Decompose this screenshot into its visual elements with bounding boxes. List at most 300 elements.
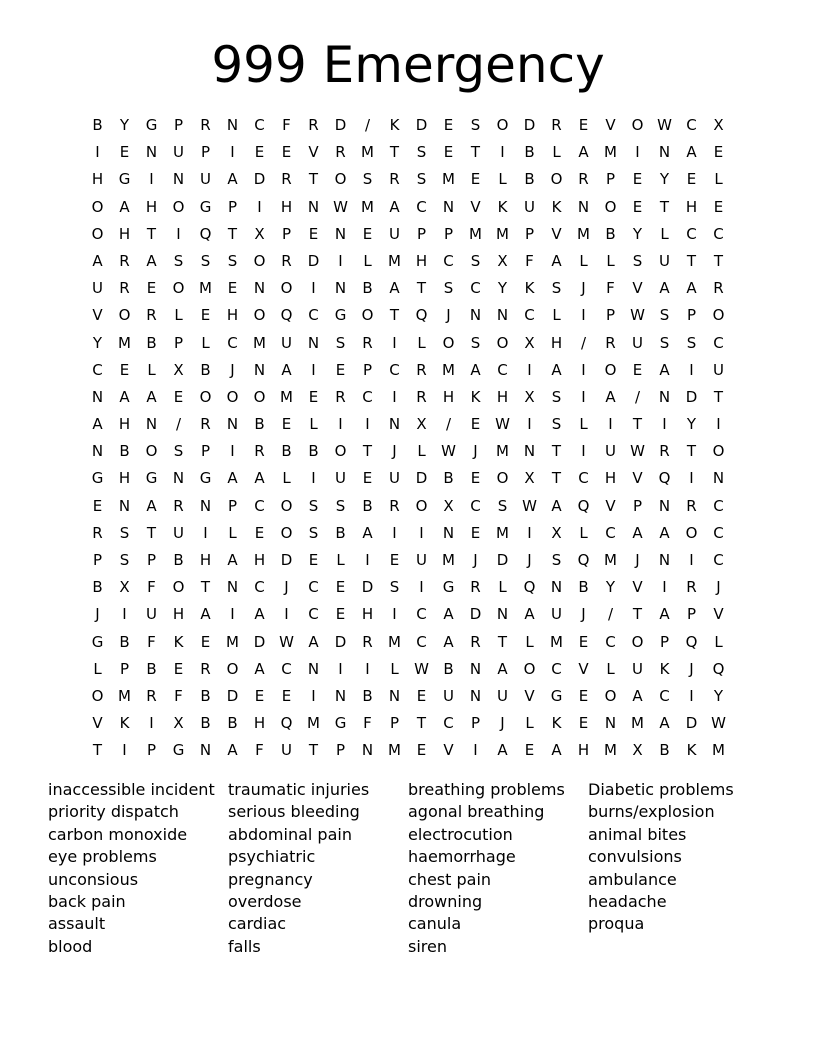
grid-letter[interactable]: T	[389, 306, 400, 325]
grid-letter[interactable]: M	[361, 143, 374, 162]
grid-letter[interactable]: B	[200, 686, 211, 705]
grid-letter[interactable]: L	[714, 170, 723, 189]
grid-letter[interactable]: E	[146, 279, 157, 298]
grid-letter[interactable]: D	[253, 632, 266, 651]
grid-letter[interactable]: U	[659, 251, 670, 270]
grid-letter[interactable]: R	[551, 116, 562, 134]
grid-letter[interactable]: L	[417, 333, 426, 352]
grid-letter[interactable]: N	[658, 496, 671, 515]
grid-letter[interactable]: A	[146, 251, 157, 270]
grid-letter[interactable]: M	[631, 714, 644, 733]
grid-letter[interactable]: N	[361, 741, 374, 760]
grid-letter[interactable]: N	[334, 224, 347, 243]
grid-letter[interactable]: A	[308, 632, 319, 651]
grid-letter[interactable]: N	[469, 306, 482, 325]
grid-letter[interactable]: T	[92, 741, 103, 760]
grid-letter[interactable]: L	[714, 632, 723, 651]
grid-letter[interactable]: Y	[632, 224, 643, 243]
grid-letter[interactable]: P	[443, 224, 454, 243]
grid-letter[interactable]: L	[579, 415, 588, 434]
grid-letter[interactable]: B	[308, 442, 319, 461]
grid-letter[interactable]: P	[389, 714, 400, 733]
grid-letter[interactable]: O	[118, 306, 131, 325]
grid-letter[interactable]: F	[147, 578, 156, 597]
grid-letter[interactable]: U	[416, 551, 427, 569]
grid-letter[interactable]: N	[91, 442, 104, 461]
grid-letter[interactable]: T	[470, 143, 481, 162]
grid-letter[interactable]: M	[280, 387, 293, 406]
grid-letter[interactable]: D	[415, 116, 428, 134]
grid-letter[interactable]: J	[581, 279, 586, 298]
grid-letter[interactable]: T	[686, 442, 697, 461]
grid-letter[interactable]: D	[496, 551, 509, 569]
grid-letter[interactable]: D	[226, 686, 239, 705]
grid-letter[interactable]: I	[419, 578, 424, 597]
grid-letter[interactable]: N	[496, 306, 509, 325]
grid-letter[interactable]: R	[389, 496, 400, 515]
grid-letter[interactable]: O	[712, 306, 725, 325]
grid-letter[interactable]: B	[254, 415, 265, 434]
grid-letter[interactable]: V	[605, 116, 616, 134]
grid-letter[interactable]: E	[308, 387, 319, 406]
grid-letter[interactable]: N	[658, 143, 671, 162]
grid-letter[interactable]: M	[604, 143, 617, 162]
grid-letter[interactable]: U	[200, 170, 211, 189]
grid-letter[interactable]: A	[227, 469, 238, 488]
grid-letter[interactable]: E	[281, 415, 292, 434]
grid-letter[interactable]: B	[200, 714, 211, 733]
grid-letter[interactable]: A	[632, 686, 643, 705]
grid-letter[interactable]: M	[712, 741, 725, 760]
grid-letter[interactable]: V	[308, 143, 319, 162]
grid-letter[interactable]: M	[361, 197, 374, 216]
grid-letter[interactable]: S	[119, 523, 130, 542]
grid-letter[interactable]: W	[495, 415, 510, 434]
grid-letter[interactable]: S	[659, 306, 670, 325]
grid-letter[interactable]: B	[362, 496, 373, 515]
grid-letter[interactable]: N	[577, 197, 590, 216]
grid-letter[interactable]: A	[497, 659, 508, 678]
grid-letter[interactable]: J	[392, 442, 397, 461]
grid-letter[interactable]: I	[338, 251, 343, 270]
grid-letter[interactable]: D	[307, 251, 320, 270]
grid-letter[interactable]: V	[443, 741, 454, 760]
grid-letter[interactable]: L	[174, 306, 183, 325]
grid-letter[interactable]: R	[659, 442, 670, 461]
grid-letter[interactable]: M	[118, 333, 131, 352]
grid-letter[interactable]: C	[497, 360, 508, 379]
grid-letter[interactable]: S	[416, 143, 427, 162]
grid-letter[interactable]: C	[254, 116, 265, 134]
grid-letter[interactable]: P	[173, 333, 184, 352]
grid-letter[interactable]: O	[604, 686, 617, 705]
grid-letter[interactable]: T	[713, 251, 724, 270]
grid-letter[interactable]: L	[336, 551, 345, 569]
grid-letter[interactable]: A	[578, 143, 589, 162]
grid-letter[interactable]: S	[335, 333, 346, 352]
grid-letter[interactable]: Q	[523, 578, 536, 597]
grid-letter[interactable]: O	[550, 170, 563, 189]
grid-letter[interactable]: L	[93, 659, 102, 678]
grid-letter[interactable]: R	[146, 686, 157, 705]
grid-letter[interactable]: J	[446, 306, 451, 325]
grid-letter[interactable]: D	[415, 469, 428, 488]
grid-letter[interactable]: I	[635, 143, 640, 162]
grid-letter[interactable]: C	[389, 360, 400, 379]
grid-letter[interactable]: U	[389, 224, 400, 243]
grid-letter[interactable]: S	[497, 496, 508, 515]
grid-letter[interactable]: V	[632, 578, 643, 597]
grid-letter[interactable]: X	[119, 578, 130, 597]
grid-letter[interactable]: E	[632, 170, 643, 189]
grid-letter[interactable]: P	[92, 551, 103, 569]
grid-letter[interactable]: N	[199, 496, 212, 515]
grid-letter[interactable]: T	[146, 523, 157, 542]
grid-letter[interactable]: G	[442, 578, 455, 597]
grid-letter[interactable]: U	[632, 333, 643, 352]
grid-letter[interactable]: A	[119, 387, 130, 406]
grid-letter[interactable]: T	[416, 714, 427, 733]
grid-letter[interactable]: O	[334, 170, 347, 189]
grid-letter[interactable]: I	[392, 523, 397, 542]
grid-letter[interactable]: V	[713, 605, 724, 624]
grid-letter[interactable]: N	[118, 496, 131, 515]
grid-letter[interactable]: B	[119, 442, 130, 461]
grid-letter[interactable]: M	[577, 224, 590, 243]
grid-letter[interactable]: D	[334, 632, 347, 651]
grid-letter[interactable]: L	[201, 333, 210, 352]
grid-letter[interactable]: N	[496, 605, 509, 624]
grid-letter[interactable]: F	[255, 741, 264, 760]
grid-letter[interactable]: I	[311, 686, 316, 705]
grid-letter[interactable]: V	[605, 496, 616, 515]
grid-letter[interactable]: M	[226, 632, 239, 651]
grid-letter[interactable]: R	[470, 632, 481, 651]
grid-letter[interactable]: L	[309, 415, 318, 434]
grid-letter[interactable]: L	[498, 578, 507, 597]
grid-letter[interactable]: C	[686, 116, 697, 134]
grid-letter[interactable]: C	[605, 632, 616, 651]
grid-letter[interactable]: P	[605, 170, 616, 189]
grid-letter[interactable]: V	[632, 279, 643, 298]
grid-letter[interactable]: G	[172, 741, 185, 760]
grid-letter[interactable]: L	[525, 714, 534, 733]
grid-letter[interactable]: E	[227, 279, 238, 298]
grid-letter[interactable]: N	[253, 279, 266, 298]
grid-letter[interactable]: W	[414, 659, 429, 678]
grid-letter[interactable]: B	[281, 442, 292, 461]
grid-letter[interactable]: I	[149, 714, 154, 733]
grid-letter[interactable]: E	[254, 523, 265, 542]
grid-letter[interactable]: I	[122, 605, 127, 624]
grid-letter[interactable]: X	[524, 387, 535, 406]
grid-letter[interactable]: E	[470, 170, 481, 189]
grid-letter[interactable]: T	[551, 469, 562, 488]
grid-letter[interactable]: O	[415, 496, 428, 515]
grid-letter[interactable]: Q	[280, 714, 293, 733]
grid-letter[interactable]: R	[362, 333, 373, 352]
grid-letter[interactable]: V	[470, 197, 481, 216]
grid-letter[interactable]: I	[527, 523, 532, 542]
grid-letter[interactable]: H	[145, 197, 158, 216]
grid-letter[interactable]: O	[172, 197, 185, 216]
grid-letter[interactable]: G	[145, 469, 158, 488]
grid-letter[interactable]: E	[308, 224, 319, 243]
grid-letter[interactable]: C	[416, 605, 427, 624]
grid-letter[interactable]: T	[551, 442, 562, 461]
grid-letter[interactable]: N	[307, 659, 320, 678]
grid-letter[interactable]: O	[91, 224, 104, 243]
grid-letter[interactable]: R	[200, 415, 211, 434]
grid-letter[interactable]: L	[552, 306, 561, 325]
grid-letter[interactable]: /	[445, 415, 452, 434]
grid-letter[interactable]: K	[173, 632, 184, 651]
grid-letter[interactable]: A	[389, 197, 400, 216]
grid-letter[interactable]: P	[227, 496, 238, 515]
grid-letter[interactable]: K	[524, 279, 535, 298]
grid-letter[interactable]: J	[230, 360, 235, 379]
grid-letter[interactable]: N	[91, 387, 104, 406]
grid-letter[interactable]: C	[92, 360, 103, 379]
grid-letter[interactable]: R	[335, 143, 346, 162]
grid-letter[interactable]: C	[713, 496, 724, 515]
grid-letter[interactable]: P	[362, 360, 373, 379]
grid-letter[interactable]: P	[335, 741, 346, 760]
grid-letter[interactable]: R	[254, 442, 265, 461]
grid-letter[interactable]: N	[658, 551, 671, 569]
grid-letter[interactable]: C	[308, 578, 319, 597]
grid-letter[interactable]: M	[496, 224, 509, 243]
grid-letter[interactable]: N	[307, 333, 320, 352]
grid-letter[interactable]: I	[581, 442, 586, 461]
grid-letter[interactable]: I	[230, 143, 235, 162]
grid-letter[interactable]: M	[307, 714, 320, 733]
grid-letter[interactable]: C	[470, 279, 481, 298]
grid-letter[interactable]: T	[659, 197, 670, 216]
grid-letter[interactable]: K	[497, 197, 508, 216]
grid-letter[interactable]: O	[712, 442, 725, 461]
grid-letter[interactable]: B	[524, 170, 535, 189]
grid-letter[interactable]: B	[605, 224, 616, 243]
grid-letter[interactable]: A	[659, 714, 670, 733]
grid-letter[interactable]: L	[606, 659, 615, 678]
grid-letter[interactable]: E	[443, 143, 454, 162]
grid-letter[interactable]: E	[416, 686, 427, 705]
grid-letter[interactable]: H	[361, 605, 374, 624]
grid-letter[interactable]: S	[227, 251, 238, 270]
grid-letter[interactable]: E	[281, 686, 292, 705]
grid-letter[interactable]: V	[92, 714, 103, 733]
grid-letter[interactable]: E	[632, 360, 643, 379]
grid-letter[interactable]: L	[228, 523, 237, 542]
grid-letter[interactable]: A	[551, 496, 562, 515]
grid-letter[interactable]: E	[254, 686, 265, 705]
grid-letter[interactable]: O	[604, 197, 617, 216]
grid-letter[interactable]: K	[551, 714, 562, 733]
grid-letter[interactable]: V	[578, 659, 589, 678]
grid-letter[interactable]: C	[308, 306, 319, 325]
grid-letter[interactable]: U	[335, 469, 346, 488]
grid-letter[interactable]: H	[604, 469, 617, 488]
grid-letter[interactable]: A	[659, 523, 670, 542]
grid-letter[interactable]: C	[605, 523, 616, 542]
grid-letter[interactable]: V	[92, 306, 103, 325]
grid-letter[interactable]: J	[500, 714, 505, 733]
grid-letter[interactable]: T	[308, 741, 319, 760]
grid-letter[interactable]: N	[604, 714, 617, 733]
grid-letter[interactable]: X	[173, 714, 184, 733]
grid-letter[interactable]: I	[230, 442, 235, 461]
grid-letter[interactable]: O	[604, 360, 617, 379]
grid-letter[interactable]: L	[498, 170, 507, 189]
grid-letter[interactable]: /	[580, 333, 587, 352]
grid-letter[interactable]: S	[443, 279, 454, 298]
grid-letter[interactable]: K	[389, 116, 400, 134]
grid-letter[interactable]: T	[632, 605, 643, 624]
grid-letter[interactable]: R	[686, 496, 697, 515]
grid-letter[interactable]: U	[551, 605, 562, 624]
grid-letter[interactable]: R	[308, 116, 319, 134]
grid-letter[interactable]: Q	[577, 551, 590, 569]
grid-letter[interactable]: C	[551, 659, 562, 678]
grid-letter[interactable]: J	[635, 551, 640, 569]
grid-letter[interactable]: D	[253, 170, 266, 189]
grid-letter[interactable]: O	[172, 279, 185, 298]
grid-letter[interactable]: T	[632, 415, 643, 434]
grid-letter[interactable]: A	[497, 741, 508, 760]
grid-letter[interactable]: G	[199, 197, 212, 216]
grid-letter[interactable]: A	[686, 143, 697, 162]
grid-letter[interactable]: G	[550, 686, 563, 705]
grid-letter[interactable]: B	[119, 632, 130, 651]
grid-letter[interactable]: B	[524, 143, 535, 162]
grid-letter[interactable]: N	[199, 741, 212, 760]
grid-letter[interactable]: I	[338, 659, 343, 678]
grid-letter[interactable]: O	[226, 659, 239, 678]
grid-letter[interactable]: O	[685, 523, 698, 542]
grid-letter[interactable]: L	[579, 523, 588, 542]
grid-letter[interactable]: I	[176, 224, 181, 243]
grid-letter[interactable]: A	[524, 605, 535, 624]
grid-letter[interactable]: H	[280, 197, 293, 216]
grid-letter[interactable]: /	[634, 387, 641, 406]
grid-letter[interactable]: E	[254, 143, 265, 162]
grid-letter[interactable]: O	[631, 632, 644, 651]
grid-letter[interactable]: N	[145, 143, 158, 162]
grid-letter[interactable]: K	[686, 741, 697, 760]
grid-letter[interactable]: S	[308, 523, 319, 542]
grid-letter[interactable]: P	[686, 605, 697, 624]
grid-letter[interactable]: N	[334, 279, 347, 298]
grid-letter[interactable]: X	[713, 116, 724, 134]
grid-letter[interactable]: S	[173, 442, 184, 461]
grid-letter[interactable]: I	[311, 360, 316, 379]
grid-letter[interactable]: L	[417, 442, 426, 461]
grid-letter[interactable]: O	[91, 197, 104, 216]
grid-letter[interactable]: H	[685, 197, 698, 216]
grid-letter[interactable]: E	[686, 170, 697, 189]
grid-letter[interactable]: B	[443, 469, 454, 488]
grid-letter[interactable]: N	[226, 415, 239, 434]
grid-letter[interactable]: X	[254, 224, 265, 243]
grid-letter[interactable]: F	[363, 714, 372, 733]
grid-letter[interactable]: R	[578, 170, 589, 189]
grid-letter[interactable]: O	[631, 116, 644, 134]
grid-letter[interactable]: H	[118, 415, 131, 434]
grid-letter[interactable]: E	[335, 578, 346, 597]
grid-letter[interactable]: M	[388, 632, 401, 651]
grid-letter[interactable]: C	[227, 333, 238, 352]
grid-letter[interactable]: E	[578, 686, 589, 705]
grid-letter[interactable]: J	[95, 605, 100, 624]
grid-letter[interactable]: S	[659, 333, 670, 352]
grid-letter[interactable]: C	[416, 197, 427, 216]
grid-letter[interactable]: N	[550, 578, 563, 597]
grid-letter[interactable]: Q	[199, 224, 212, 243]
grid-letter[interactable]: G	[145, 116, 158, 134]
grid-letter[interactable]: O	[280, 496, 293, 515]
grid-letter[interactable]: H	[253, 714, 266, 733]
grid-letter[interactable]: I	[95, 143, 100, 162]
grid-letter[interactable]: W	[522, 496, 537, 515]
grid-letter[interactable]: O	[496, 333, 509, 352]
grid-letter[interactable]: E	[335, 360, 346, 379]
grid-letter[interactable]: I	[527, 415, 532, 434]
grid-letter[interactable]: X	[632, 741, 643, 760]
grid-letter[interactable]: U	[281, 333, 292, 352]
grid-letter[interactable]: S	[551, 279, 562, 298]
grid-letter[interactable]: S	[308, 496, 319, 515]
grid-letter[interactable]: G	[91, 469, 104, 488]
grid-letter[interactable]: P	[227, 197, 238, 216]
grid-letter[interactable]: E	[578, 632, 589, 651]
grid-letter[interactable]: M	[442, 170, 455, 189]
grid-letter[interactable]: E	[308, 551, 319, 569]
grid-letter[interactable]: R	[173, 496, 184, 515]
grid-letter[interactable]: M	[199, 279, 212, 298]
grid-letter[interactable]: E	[578, 116, 589, 134]
grid-letter[interactable]: B	[659, 741, 670, 760]
grid-letter[interactable]: N	[388, 686, 401, 705]
grid-letter[interactable]: K	[470, 387, 481, 406]
grid-letter[interactable]: /	[364, 116, 371, 134]
grid-letter[interactable]: C	[659, 686, 670, 705]
grid-letter[interactable]: K	[659, 659, 670, 678]
grid-letter[interactable]: V	[524, 686, 535, 705]
grid-letter[interactable]: C	[713, 333, 724, 352]
grid-letter[interactable]: S	[362, 170, 373, 189]
grid-letter[interactable]: A	[200, 605, 211, 624]
grid-letter[interactable]: O	[199, 387, 212, 406]
grid-letter[interactable]: I	[365, 551, 370, 569]
grid-letter[interactable]: I	[392, 605, 397, 624]
grid-letter[interactable]: F	[147, 632, 156, 651]
grid-letter[interactable]: O	[145, 442, 158, 461]
grid-letter[interactable]: P	[470, 714, 481, 733]
grid-letter[interactable]: L	[552, 143, 561, 162]
grid-letter[interactable]: C	[713, 224, 724, 243]
grid-letter[interactable]: I	[257, 197, 262, 216]
grid-letter[interactable]: N	[388, 415, 401, 434]
grid-letter[interactable]: A	[443, 632, 454, 651]
grid-letter[interactable]: A	[92, 251, 103, 270]
grid-letter[interactable]: R	[281, 251, 292, 270]
grid-letter[interactable]: B	[146, 659, 157, 678]
grid-letter[interactable]: E	[470, 415, 481, 434]
grid-letter[interactable]: N	[442, 523, 455, 542]
grid-letter[interactable]: A	[659, 605, 670, 624]
grid-letter[interactable]: B	[335, 523, 346, 542]
